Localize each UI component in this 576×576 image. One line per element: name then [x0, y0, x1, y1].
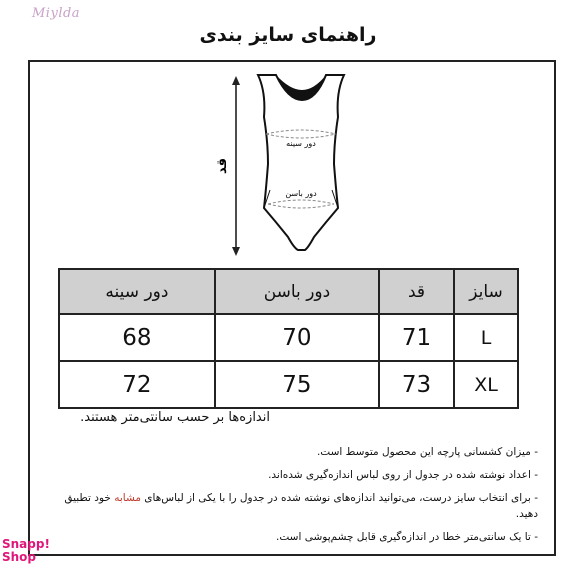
hip-label: دور باسن [285, 189, 317, 198]
cell-hip: 75 [215, 361, 379, 408]
note-text: برای انتخاب سایز درست، می‌توانید اندازه‌های نوشته شده در جدول را با یکی از لباس‌های [140, 492, 531, 504]
brand-logo: Miylda [32, 6, 81, 21]
cell-chest: 68 [59, 314, 215, 361]
note-item [60, 490, 538, 522]
note-item: - میزان کشسانی پارچه این محصول متوسط است. [60, 444, 538, 460]
notes-list [60, 444, 538, 552]
cell-hip: 70 [215, 314, 379, 361]
snapp-shop-watermark [2, 538, 50, 564]
bodysuit-outline [258, 75, 344, 250]
table-row [59, 314, 518, 361]
cell-chest: 72 [59, 361, 215, 408]
height-label: قد [215, 157, 230, 175]
header-size: سایز [454, 269, 518, 314]
table-row [59, 361, 518, 408]
note-text: خود تطبیق دهید. [64, 492, 538, 520]
note-highlight: مشابه [114, 492, 141, 504]
watermark-line: Shop [2, 550, 37, 564]
height-arrow [232, 76, 240, 256]
cell-height: 71 [379, 314, 454, 361]
chest-label: دور سینه [286, 139, 316, 148]
note-item: - اعداد نوشته شده در جدول از روی لباس اندازه‌گیری شده‌اند. [60, 467, 538, 483]
note-item: - تا یک سانتی‌متر خطا در اندازه‌گیری قابل چشم‌پوشی است. [60, 529, 538, 545]
size-table [58, 268, 519, 409]
header-chest: دور سینه [59, 269, 215, 314]
bodysuit-diagram [206, 72, 366, 262]
page-title: راهنمای سایز بندی [199, 24, 377, 46]
cell-size: XL [454, 361, 518, 408]
watermark-line: Snapp! [2, 537, 50, 551]
header-hip: دور باسن [215, 269, 379, 314]
cell-size: L [454, 314, 518, 361]
unit-note: اندازه‌ها بر حسب سانتی‌متر هستند. [80, 410, 270, 425]
table-header-row [59, 269, 518, 314]
cell-height: 73 [379, 361, 454, 408]
header-height: قد [379, 269, 454, 314]
